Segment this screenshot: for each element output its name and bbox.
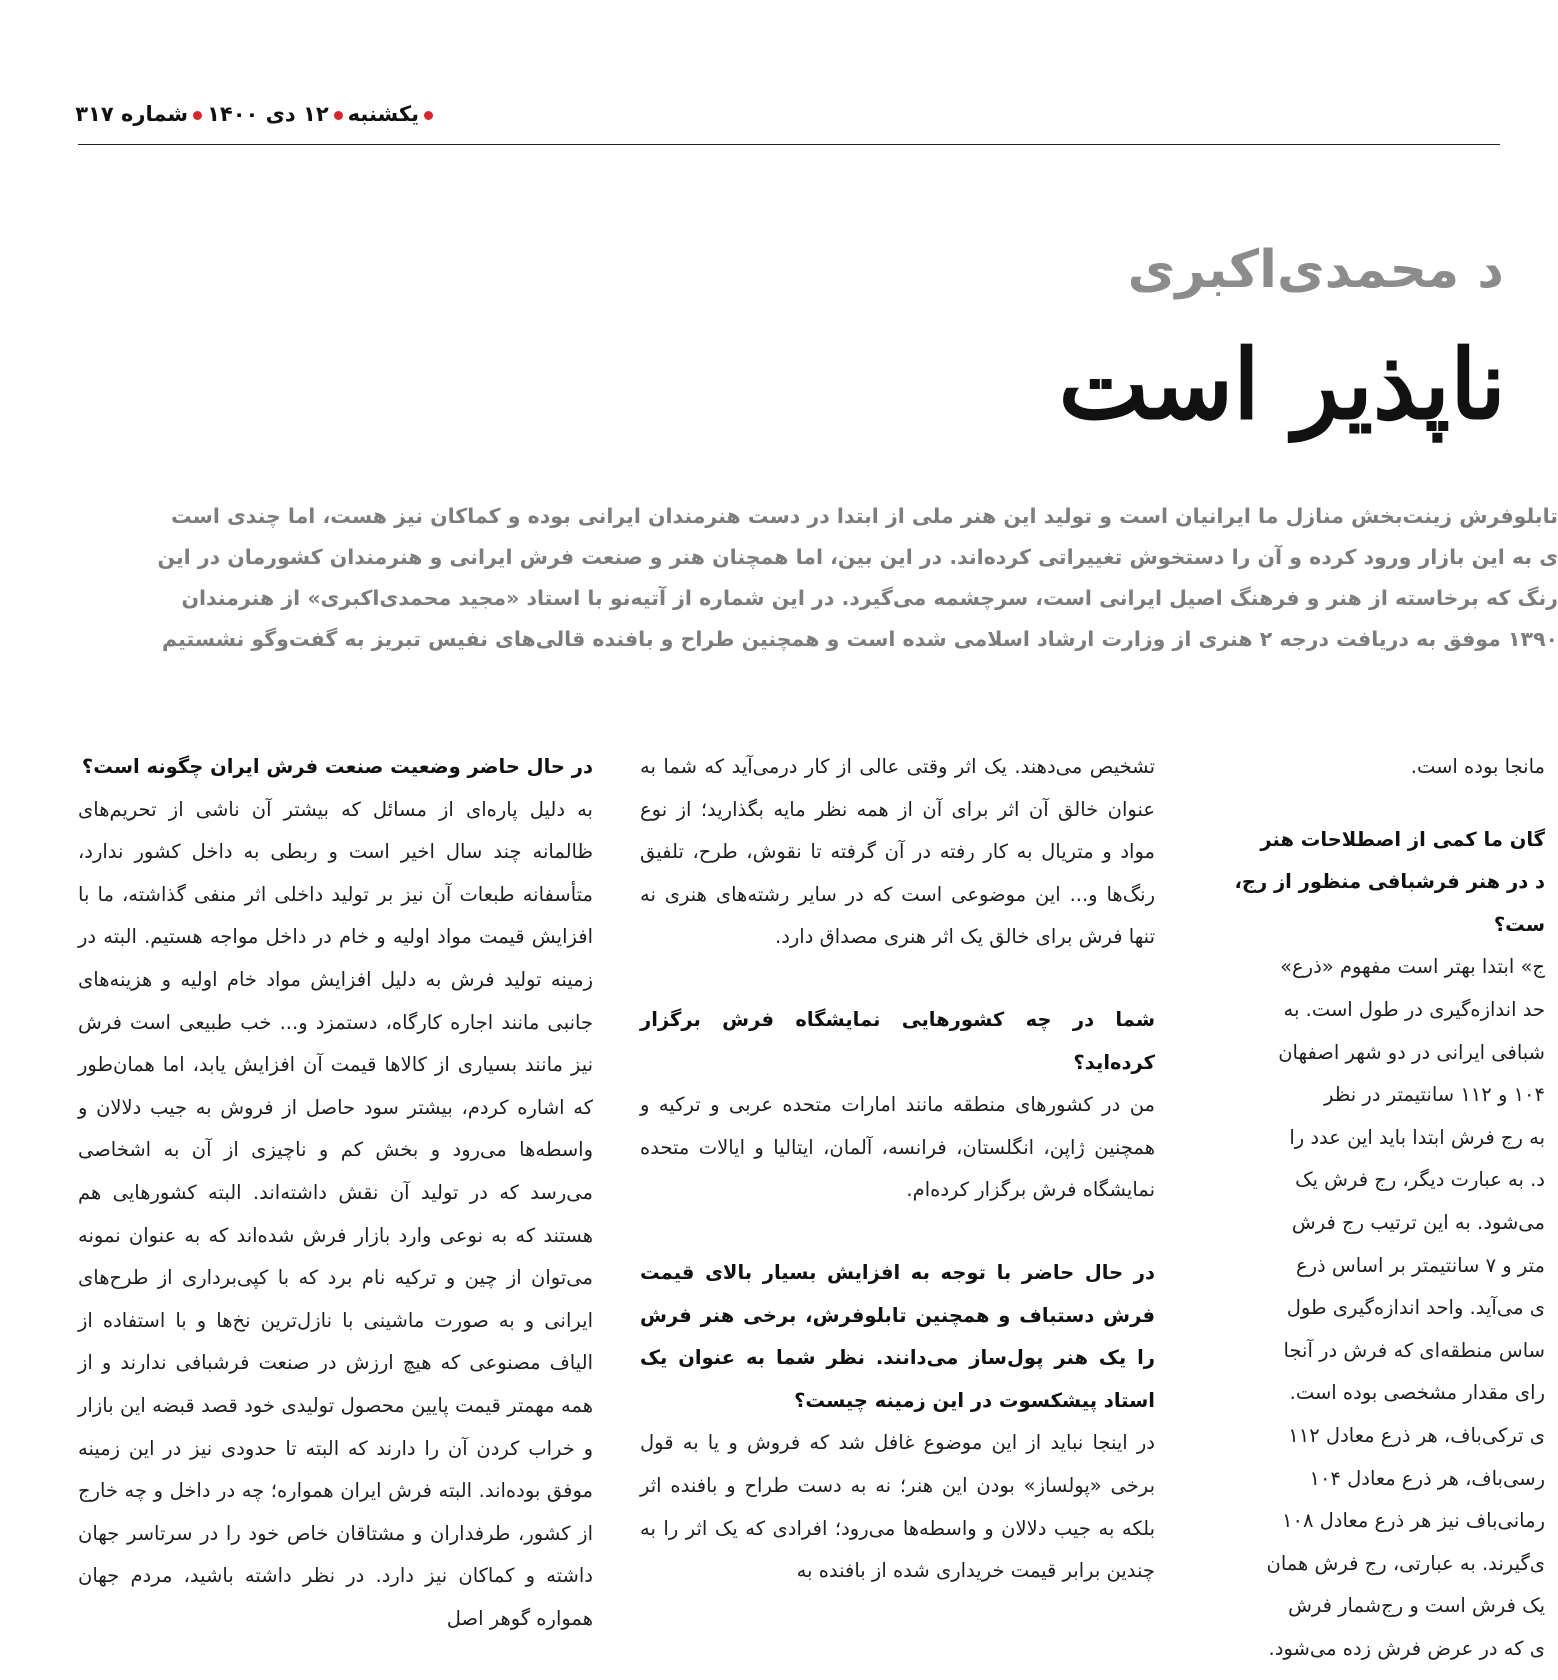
author-name: د محمدی‌اکبری <box>1127 240 1504 300</box>
column-line: می‌شود. به این ترتیب رج فرش <box>1291 1210 1545 1234</box>
lead-line: رنگ که برخاسته از هنر و فرهنگ اصیل ایرانی است، سرچشمه می‌گیرد. در این شماره از آتیه‌نو با استاد «مجید محمدی‌اکبری» از هنرمندان <box>181 586 1558 610</box>
column-line: حد اندازه‌گیری در طول است. به <box>1283 997 1545 1021</box>
header-rule <box>78 144 1500 145</box>
column-line: رای مقدار مشخصی بوده است. <box>1289 1381 1545 1405</box>
lead-line: ی به این بازار ورود کرده و آن را دستخوش تغییراتی کرده‌اند. در این بین، اما همچنان هنر و صنعت فرش ایرانی و هنرمندان کشورمان در این <box>157 545 1558 569</box>
interview-answer: من در کشورهای منطقه مانند امارات متحده عربی و ترکیه و همچنین ژاپن، انگلستان، فرانسه، آلمان، ایتالیا و ایالات متحده نمایشگاه فرش برگزار کرده‌ام. <box>640 1093 1155 1202</box>
column-line: ی می‌آید. واحد اندازه‌گیری طول <box>1286 1296 1545 1320</box>
folio-line <box>75 102 438 126</box>
bullet-dot-icon <box>334 111 343 120</box>
folio-issue: شماره ۳۱۷ <box>75 102 189 126</box>
column-line: رسی‌باف، هر ذرع معادل ۱۰۴ <box>1309 1466 1545 1490</box>
spacer <box>1205 789 1545 819</box>
column-line: ی‌گیرند. به عبارتی، رج فرش همان <box>1266 1551 1545 1575</box>
bullet-dot-icon <box>424 111 433 120</box>
column-line: یک فرش است و رج‌شمار فرش <box>1288 1594 1545 1618</box>
column-line: رمانی‌باف نیز هر ذرع معادل ۱۰۸ <box>1282 1509 1545 1533</box>
interview-question: شما در چه کشورهایی نمایشگاه فرش برگزار کرده‌اید؟ <box>640 1007 1155 1074</box>
article-column-right <box>1205 746 1545 1670</box>
article-column-left <box>78 746 593 1640</box>
interview-answer: به دلیل پاره‌ای از مسائل که بیشتر آن ناشی از تحریم‌های ظالمانه چند سال اخیر است و ربطی به داخل کشور ندارد، متأسفانه طبعات آن نیز بر تولید داخلی اثر منفی گذاشته، ما با افزایش قیمت مواد اولیه و خام در داخل مواجه هستیم. البته در زمینه تولید فرش به دلیل افزایش مواد خام اولیه و هزینه‌های جانبی مانند اجاره کارگاه، دستمزد و... خب طبیعی است فرش نیز مانند بسیاری از کالاها قیمت آن افزایش یابد، اما همان‌طور که اشاره کردم، بیشتر سود حاصل از فروش به جیب دلالان و واسطه‌ها می‌رود و بخش کم و ناچیزی از آن به اشخاصی می‌رسد که در تولید آن نقش داشته‌اند. البته کشورهایی هم هستند که به نوعی وارد بازار فرش شده‌اند که به عنوان نمونه می‌توان از چین و ترکیه نام برد که با کپی‌برداری از طرح‌های ایرانی و به صورت ماشینی با نازل‌ترین نخ‌ها و با استفاده از الیاف مصنوعی که هیچ ارزش در صنعت فرشبافی ندارند و از همه مهمتر قیمت پایین محصول تولیدی خود قصد قبضه این بازار و خراب کردن آن را دارند که البته تا حدودی نیز در این زمینه موفق بوده‌اند. البته فرش ایران همواره؛ چه در داخل و چه خارج از کشور، طرفداران و مشتاقان خاص خود را در سرتاسر جهان داشته و کماکان نیز دارد. در نظر داشته باشید، مردم جهان همواره گوهر اصل <box>78 797 593 1630</box>
column-line: شبافی ایرانی در دو شهر اصفهان <box>1278 1040 1545 1064</box>
column-line: به رج فرش ابتدا باید این عدد را <box>1289 1125 1545 1149</box>
interview-question-line: ست؟ <box>1493 912 1545 936</box>
answer-continuation: تشخیص می‌دهند. یک اثر وقتی عالی از کار درمی‌آید که شما به عنوان خالق آن اثر برای آن از همه نظر مایه بگذارید؛ از نوع مواد و متریال به کار رفته در آن گرفته تا نقوش، طرح، تلفیق رنگ‌ها و... این موضوعی است که در سایر رشته‌های هنری نه تنها فرش برای خالق یک اثر هنری مصداق دارد. <box>640 755 1155 949</box>
column-line: ی که در عرض فرش زده می‌شود. <box>1268 1636 1545 1660</box>
column-line: مانجا بوده است. <box>1410 755 1545 778</box>
article-column-middle <box>640 746 1155 1593</box>
lead-line: تابلوفرش زینت‌بخش منازل ما ایرانیان است و تولید این هنر ملی از ابتدا در دست هنرمندان ایرانی بوده و کماکان نیز هست، اما چندی است <box>170 504 1558 528</box>
headline: ناپذیر است <box>1058 328 1506 441</box>
column-line: ج» ابتدا بهتر است مفهوم «ذرع» <box>1280 955 1545 979</box>
lead-line: ۱۳۹۰ موفق به دریافت درجه ۲ هنری از وزارت ارشاد اسلامی شده است و همچنین طراح و بافنده قالی‌های نفیس تبریز به گفت‌وگو نشستیم <box>162 627 1558 651</box>
folio-date: ۱۲ دی ۱۴۰۰ <box>207 102 329 126</box>
column-line: د. به عبارت دیگر، رج فرش یک <box>1295 1168 1545 1192</box>
column-line: ۱۰۴ و ۱۱۲ سانتیمتر در نظر <box>1324 1083 1545 1107</box>
lead-paragraph <box>78 496 1558 660</box>
spacer <box>640 1212 1155 1252</box>
interview-question-line: د در هنر فرشبافی منظور از رج، <box>1234 870 1545 894</box>
interview-answer: در اینجا نباید از این موضوع غافل شد که فروش و یا به قول برخی «پولساز» بودن این هنر؛ نه به دست طراح و بافنده اثر بلکه به جیب دلالان و واسطه‌ها می‌رود؛ افرادی که یک اثر را به چندین برابر قیمت خریداری شده از بافنده به <box>640 1431 1155 1583</box>
spacer <box>640 959 1155 999</box>
interview-question: در حال حاضر وضعیت صنعت فرش ایران چگونه است؟ <box>81 755 593 778</box>
interview-question: در حال حاضر با توجه به افزایش بسیار بالای قیمت فرش دستباف و همچنین تابلوفرش، برخی هنر فرش را یک هنر پول‌ساز می‌دانند. نظر شما به عنوان یک استاد پیشکسوت در این زمینه چیست؟ <box>640 1260 1155 1412</box>
interview-question-line: گان ما کمی از اصطلاحات هنر <box>1260 827 1545 851</box>
column-line: متر و ۷ سانتیمتر بر اساس ذرع <box>1295 1253 1545 1277</box>
column-line: ساس منطقه‌ای که فرش در آنجا <box>1283 1338 1545 1362</box>
column-line: ی ترکی‌باف، هر ذرع معادل ۱۱۲ <box>1288 1423 1545 1447</box>
folio-day: یکشنبه <box>347 102 419 126</box>
bullet-dot-icon <box>193 111 202 120</box>
